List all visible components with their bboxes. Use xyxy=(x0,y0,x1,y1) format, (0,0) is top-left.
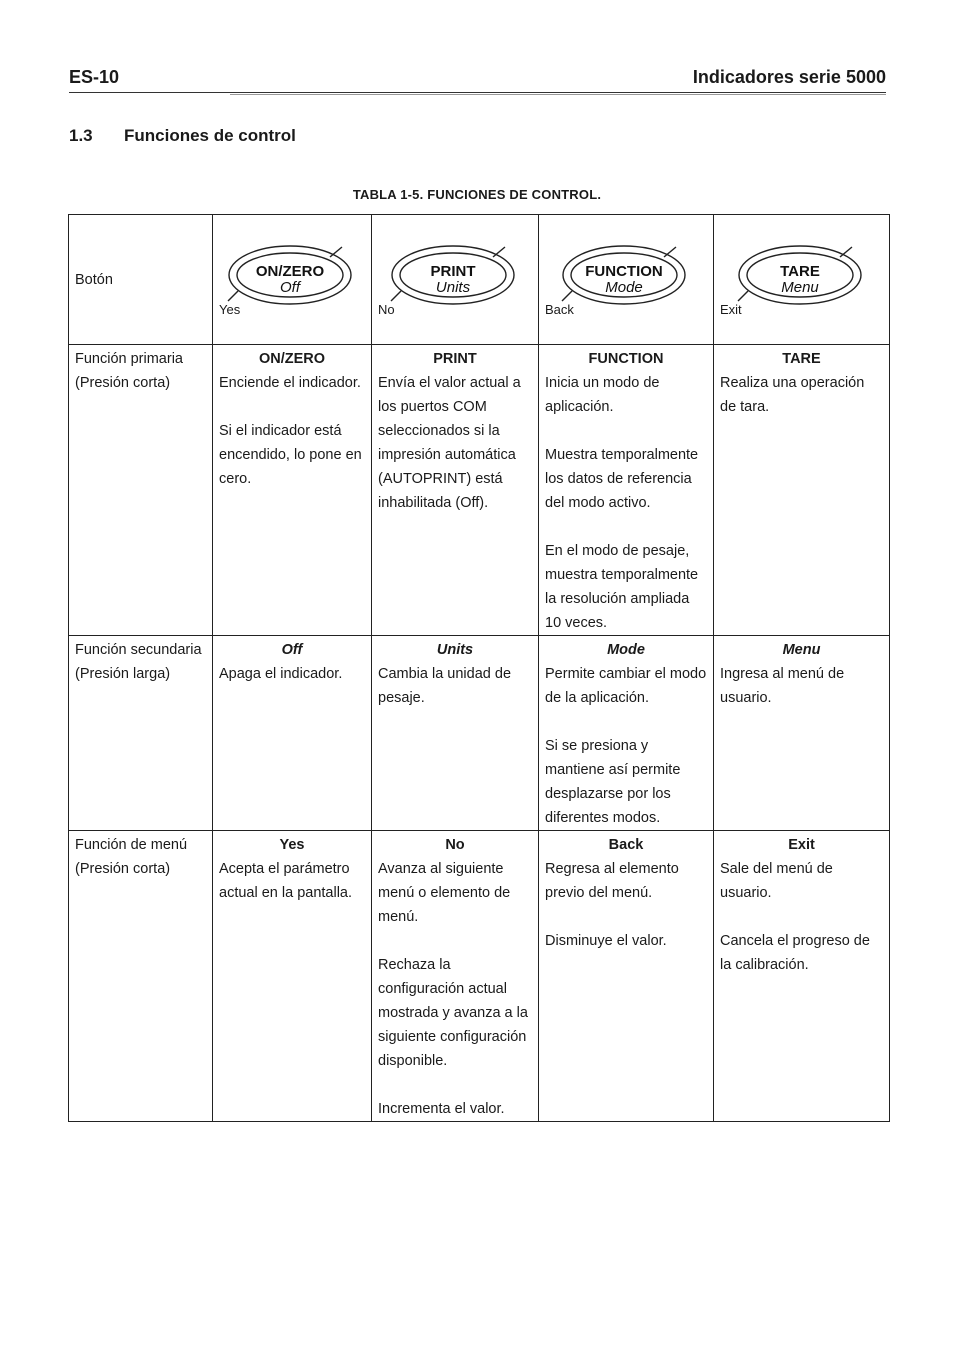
row-label-line: (Presión corta) xyxy=(75,375,171,391)
cell-heading: PRINT xyxy=(433,351,477,367)
print-alt-label: Units xyxy=(435,279,471,296)
cell-heading: FUNCTION xyxy=(588,351,664,367)
onzero-alt-label: Off xyxy=(279,279,301,296)
button-cell-onzero xyxy=(213,215,372,345)
table-row-menu xyxy=(69,831,890,1122)
cell-text: Apaga el indicador. xyxy=(219,666,343,682)
header-rule xyxy=(69,92,886,93)
cell-text: Si el indicador está encendido, lo pone en cero. xyxy=(219,423,362,487)
cell-text: Realiza una operación de tara. xyxy=(720,375,865,415)
cell-text: Permite cambiar el modo de la aplicación. xyxy=(545,666,707,706)
cell-heading: Mode xyxy=(607,642,645,658)
tare-menu-label: Exit xyxy=(720,302,742,317)
cell-text: En el modo de pesaje, muestra temporalmente la resolución ampliada 10 veces. xyxy=(545,543,699,631)
function-menu-label: Back xyxy=(545,302,574,317)
cell-heading: No xyxy=(445,837,465,853)
row-label-line: Función de menú xyxy=(75,837,188,853)
cell-text: Incrementa el valor. xyxy=(378,1101,505,1117)
page-code: ES-10 xyxy=(69,67,120,87)
row-label-line: (Presión corta) xyxy=(75,861,171,877)
primary-onzero-cell xyxy=(213,345,372,636)
cell-heading: Menu xyxy=(782,642,821,658)
tare-main-label: TARE xyxy=(779,263,820,280)
cell-heading: Back xyxy=(608,837,644,853)
secondary-mode-cell xyxy=(539,636,714,831)
cell-text: Sale del menú de usuario. xyxy=(720,861,833,901)
function-main-label: FUNCTION xyxy=(585,263,663,280)
tare-alt-label: Menu xyxy=(780,279,819,296)
section-number: 1.3 xyxy=(69,126,93,145)
cell-heading: Yes xyxy=(279,837,305,853)
section-title: Funciones de control xyxy=(124,126,296,145)
print-menu-label: No xyxy=(378,302,395,317)
menu-exit-cell xyxy=(714,831,890,1122)
cell-text: Disminuye el valor. xyxy=(545,933,667,949)
onzero-menu-label: Yes xyxy=(219,302,241,317)
cell-text: Si se presiona y mantiene así permite desplazarse por los diferentes modos. xyxy=(545,738,681,826)
section-heading xyxy=(69,126,296,146)
cell-text: Regresa al elemento previo del menú. xyxy=(545,861,679,901)
cell-heading: ON/ZERO xyxy=(258,351,326,367)
onzero-main-label: ON/ZERO xyxy=(255,263,325,280)
button-cell-tare xyxy=(714,215,890,345)
cell-text: Acepta el parámetro actual en la pantalla. xyxy=(219,861,353,901)
cell-text: Avanza al siguiente menú o elemento de menú. xyxy=(378,861,511,925)
header-rule-shadow xyxy=(230,94,886,95)
primary-tare-cell xyxy=(714,345,890,636)
cell-text: Enciende el indicador. xyxy=(219,375,361,391)
document-title: Indicadores serie 5000 xyxy=(692,67,886,87)
print-main-label: PRINT xyxy=(430,263,476,280)
secondary-units-cell xyxy=(372,636,539,831)
menu-back-cell xyxy=(539,831,714,1122)
print-button-icon xyxy=(389,241,521,307)
tare-button-icon xyxy=(736,241,868,307)
row-label-line: (Presión larga) xyxy=(75,666,171,682)
button-cell-function xyxy=(539,215,714,345)
cell-text: Cancela el progreso de la calibración. xyxy=(720,933,870,973)
row-label-line: Función primaria xyxy=(75,351,183,367)
cell-heading: Off xyxy=(281,642,303,658)
primary-print-cell xyxy=(372,345,539,636)
table-row-secondary xyxy=(69,636,890,831)
row-label-secondary xyxy=(69,636,213,831)
button-cell-print xyxy=(372,215,539,345)
control-functions-table xyxy=(68,214,890,1122)
function-button-icon xyxy=(560,241,692,307)
menu-no-cell xyxy=(372,831,539,1122)
row-label-line: Función secundaria xyxy=(75,642,202,658)
table-caption: TABLA 1-5. FUNCIONES DE CONTROL. xyxy=(352,187,602,202)
cell-text: Envía el valor actual a los puertos COM seleccionados si la impresión automática (AUTOPRINT) está inhabilitada (Off). xyxy=(378,375,521,511)
cell-text: Inicia un modo de aplicación. xyxy=(545,375,660,415)
secondary-off-cell xyxy=(213,636,372,831)
cell-text: Ingresa al menú de usuario. xyxy=(720,666,845,706)
menu-yes-cell xyxy=(213,831,372,1122)
table-row-primary xyxy=(69,345,890,636)
cell-text: Cambia la unidad de pesaje. xyxy=(378,666,512,706)
row-label-text: Botón xyxy=(75,271,113,288)
cell-heading: Exit xyxy=(788,837,815,853)
secondary-menu-cell xyxy=(714,636,890,831)
row-label-button xyxy=(69,215,213,345)
function-alt-label: Mode xyxy=(605,279,643,296)
table-row-buttons xyxy=(69,215,890,345)
primary-function-cell xyxy=(539,345,714,636)
cell-heading: TARE xyxy=(782,351,821,367)
onzero-button-icon xyxy=(226,241,358,307)
cell-text: Muestra temporalmente los datos de referencia del modo activo. xyxy=(545,447,699,511)
cell-heading: Units xyxy=(436,642,474,658)
cell-text: Rechaza la configuración actual mostrada y avanza a la siguiente configuración disponible. xyxy=(378,957,528,1069)
row-label-menu xyxy=(69,831,213,1122)
row-label-primary xyxy=(69,345,213,636)
